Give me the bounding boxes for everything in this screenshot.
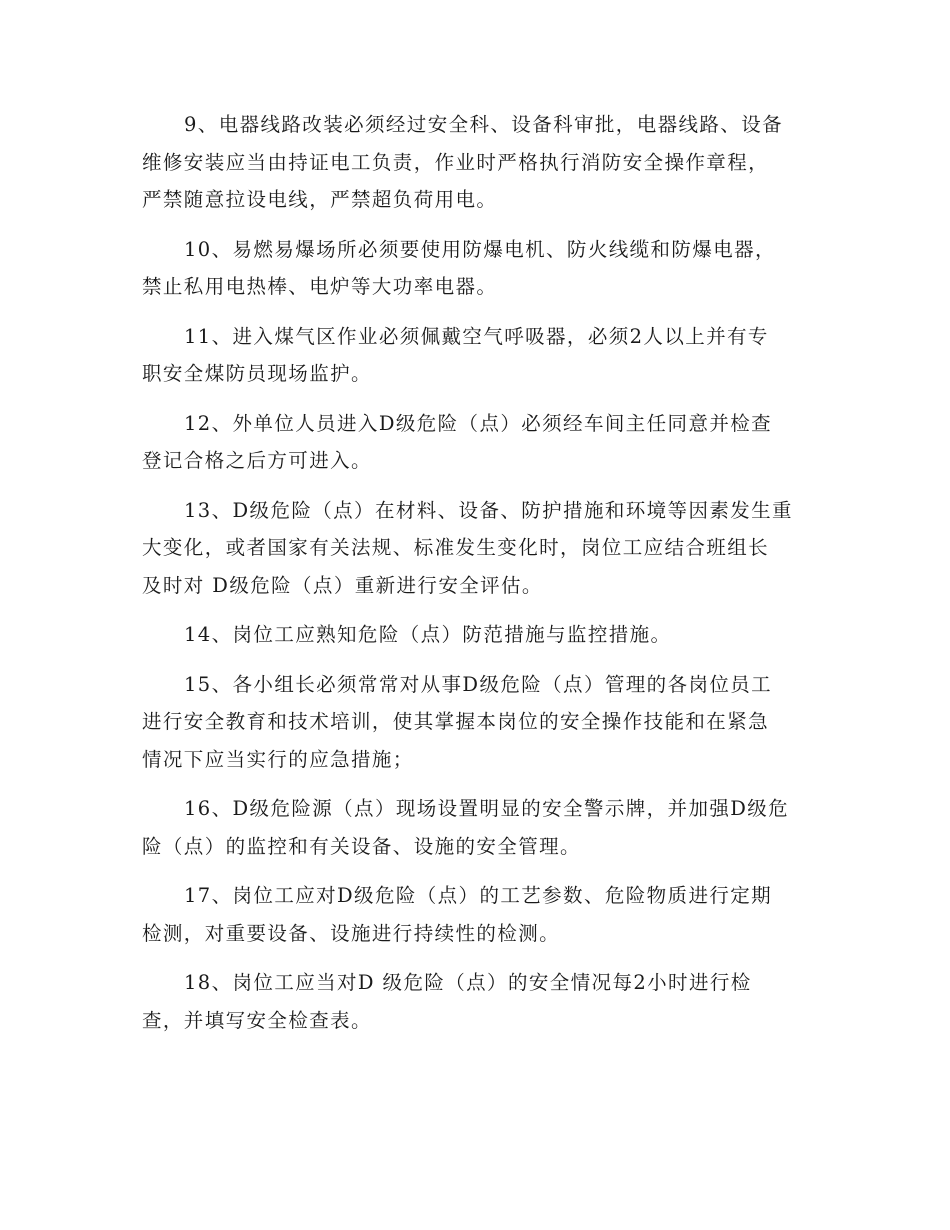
- paragraph-13: [142, 492, 807, 605]
- paragraph-line: 进行安全教育和技术培训，使其掌握本岗位的安全操作技能和在紧急: [142, 710, 770, 733]
- paragraph-line: 禁止私用电热棒、电炉等大功率电器。: [142, 275, 498, 298]
- paragraph-16: [142, 790, 807, 865]
- paragraph-line: 职安全煤防员现场监护。: [142, 362, 372, 385]
- paragraph-line: 10、易燃易爆场所必须要使用防爆电机、防火线缆和防爆电器，: [184, 237, 776, 261]
- paragraph-line: 18、岗位工应当对D 级危险（点）的安全情况每2小时进行检: [184, 971, 752, 994]
- paragraph-line: 12、外单位人员进入D级危险（点）必须经车间主任同意并检查: [184, 411, 773, 435]
- paragraph-line: 13、D级危险（点）在材料、设备、防护措施和环境等因素发生重: [184, 498, 793, 522]
- paragraph-17: [142, 877, 807, 952]
- paragraph-12: [142, 405, 807, 480]
- paragraph-line: 16、D级危险源（点）现场设置明显的安全警示牌，并加强D级危: [184, 797, 790, 820]
- paragraph-line: 9、电器线路改装必须经过安全科、设备科审批，电器线路、设备: [184, 113, 784, 136]
- paragraph-14: [142, 616, 807, 654]
- paragraph-line: 情况下应当实行的应急措施；: [142, 747, 414, 771]
- paragraph-line: 15、各小组长必须常常对从事D级危险（点）管理的各岗位员工: [184, 672, 773, 696]
- paragraph-line: 及时对 D级危险（点）重新进行安全评估。: [142, 573, 543, 597]
- paragraph-line: 14、岗位工应熟知危险（点）防范措施与监控措施。: [184, 623, 672, 646]
- paragraph-line: 险（点）的监控和有关设备、设施的安全管理。: [142, 834, 581, 858]
- paragraph-line: 登记合格之后方可进入。: [142, 449, 372, 472]
- paragraph-line: 维修安装应当由持证电工负责，作业时严格执行消防安全操作章程，: [142, 150, 770, 174]
- document-body: [142, 106, 807, 1051]
- paragraph-line: 严禁随意拉设电线，严禁超负荷用电。: [142, 188, 498, 211]
- paragraph-line: 大变化，或者国家有关法规、标准发生变化时，岗位工应结合班组长: [142, 536, 770, 559]
- paragraph-9: [142, 106, 807, 219]
- paragraph-line: 17、岗位工应对D级危险（点）的工艺参数、危险物质进行定期: [184, 884, 773, 907]
- paragraph-line: 查，并填写安全检查表。: [142, 1008, 372, 1032]
- paragraph-18: [142, 964, 807, 1039]
- paragraph-11: [142, 318, 807, 393]
- paragraph-15: [142, 666, 807, 779]
- paragraph-line: 检测，对重要设备、设施进行持续性的检测。: [142, 921, 561, 945]
- paragraph-10: [142, 231, 807, 306]
- paragraph-line: 11、进入煤气区作业必须佩戴空气呼吸器，必须2人以上并有专: [184, 324, 769, 348]
